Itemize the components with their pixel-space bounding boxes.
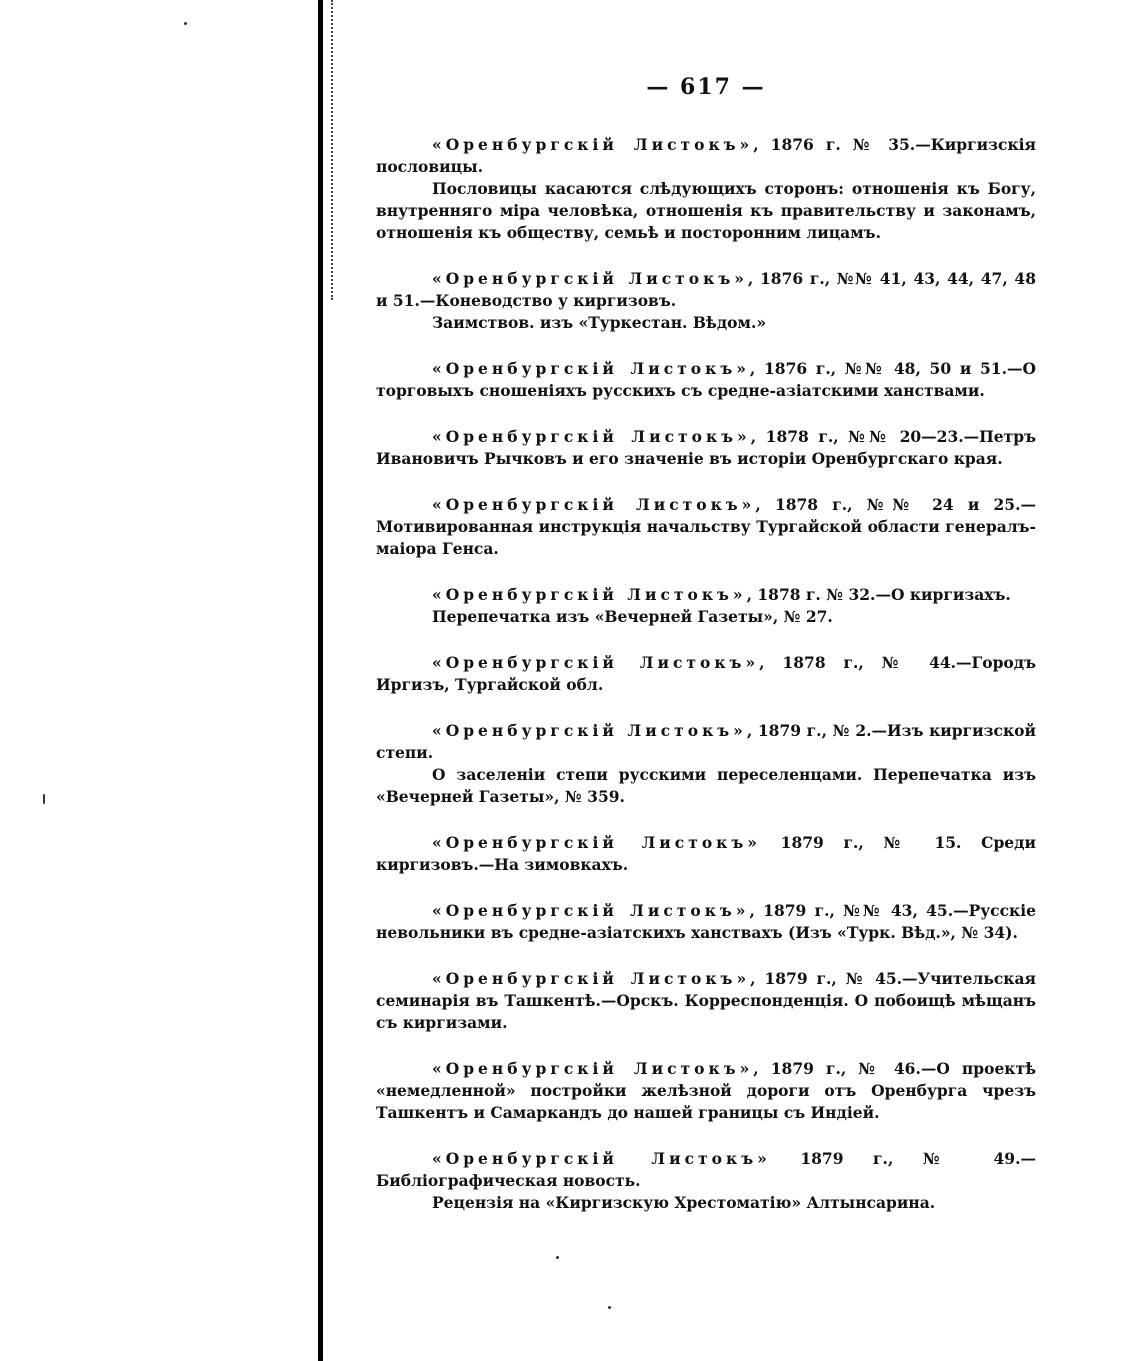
- scan-speck: [43, 794, 45, 804]
- entry-note: О заселеніи степи русскими переселенцами. Перепечатка изъ «Вечерней Газеты», № 359.: [376, 765, 1036, 806]
- entry-source-title: «Оренбургскій Листокъ»: [432, 269, 748, 288]
- entry-description: , 1876 г. № 35.—Киргизскія пословицы.: [376, 135, 1036, 176]
- entry-description: , 1878 г., №№ 20—23.—Петръ Ивановичъ Рычковъ и его значеніе въ исторіи Оренбургскаго края.: [376, 427, 1036, 468]
- bibliography-entry: [376, 268, 1036, 334]
- entry-description: , 1879 г., № 2.—Изъ киргизской степи.: [376, 721, 1036, 762]
- entry-citation: [376, 1148, 1036, 1192]
- entry-note: Заимствов. изъ «Туркестан. Вѣдом.»: [432, 313, 767, 332]
- bibliography-entry: [376, 134, 1036, 244]
- bibliography-list: [376, 134, 1036, 1214]
- entry-source-title: «Оренбургскій Листокъ»: [432, 135, 754, 154]
- bibliography-entry: [376, 832, 1036, 876]
- entry-citation: [376, 426, 1036, 470]
- entry-description: , 1876 г., №№ 48, 50 и 51.—О торговыхъ сношеніяхъ русскихъ съ средне-азіатскими ханствами.: [376, 359, 1036, 400]
- entry-description: , 1876 г., №№ 41, 43, 44, 47, 48 и 51.—Коневодство у киргизовъ.: [376, 269, 1036, 310]
- entry-description: 1879 г., № 49.—Библіографическая новость.: [376, 1149, 1036, 1190]
- scan-speck: [556, 1256, 559, 1259]
- entry-description: 1879 г., № 15. Среди киргизовъ.—На зимовкахъ.: [376, 833, 1036, 874]
- entry-note: Рецензія на «Киргизскую Хрестоматію» Алтынсарина.: [432, 1193, 936, 1212]
- entry-citation: [376, 1058, 1036, 1124]
- bibliography-entry: [376, 900, 1036, 944]
- entry-source-title: «Оренбургскій Листокъ»: [432, 1059, 754, 1078]
- bibliography-entry: [376, 494, 1036, 560]
- entry-note: Пословицы касаются слѣдующихъ сторонъ: отношенія къ Богу, внутренняго міра человѣка, отношенія къ правительству и законамъ, отношенія къ обществу, семьѣ и посторонним лицамъ.: [376, 179, 1036, 242]
- bibliography-entry: [376, 968, 1036, 1034]
- entry-source-title: «Оренбургскій Листокъ»: [432, 721, 747, 740]
- entry-citation: [376, 494, 1036, 560]
- entry-description: , 1878 г., № 44.—Городъ Иргизъ, Тургайской обл.: [376, 653, 1036, 694]
- binding-edge-dashes: [331, 0, 333, 300]
- entry-citation: [376, 968, 1036, 1034]
- entry-source-title: «Оренбургскій Листокъ»: [432, 833, 761, 852]
- entry-source-title: «Оренбургскій Листокъ»: [432, 427, 751, 446]
- entry-citation: [376, 134, 1036, 178]
- entry-source-title: «Оренбургскій Листокъ»: [432, 585, 747, 604]
- entry-citation: [376, 652, 1036, 696]
- bibliography-entry: [376, 1148, 1036, 1214]
- entry-citation: [376, 268, 1036, 312]
- entry-source-title: «Оренбургскій Листокъ»: [432, 495, 756, 514]
- page-number: — 617 —: [646, 74, 766, 100]
- entry-citation: [376, 584, 1036, 606]
- entry-citation: [376, 900, 1036, 944]
- entry-citation: [376, 358, 1036, 402]
- scan-speck: [184, 22, 187, 25]
- entry-description: , 1878 г. № 32.—О киргизахъ.: [746, 585, 1011, 604]
- bibliography-entry: [376, 584, 1036, 628]
- page-gutter-line: [318, 0, 323, 1361]
- entry-source-title: «Оренбургскій Листокъ»: [432, 969, 751, 988]
- entry-description: , 1879 г., № 45.—Учительская семинарія въ Ташкентѣ.—Орскъ. Корреспонденція. О побоищѣ мѣщанъ съ киргизами.: [376, 969, 1036, 1032]
- bibliography-entry: [376, 720, 1036, 808]
- bibliography-entry: [376, 358, 1036, 402]
- entry-description: , 1878 г., №№ 24 и 25.—Мотивированная инструкція начальству Тургайской области генералъ-маіора Генса.: [376, 495, 1036, 558]
- entry-source-title: «Оренбургскій Листокъ»: [432, 1149, 771, 1168]
- entry-note: Перепечатка изъ «Вечерней Газеты», № 27.: [432, 607, 833, 626]
- bibliography-entry: [376, 426, 1036, 470]
- document-page: [376, 74, 1036, 1238]
- entry-citation: [376, 832, 1036, 876]
- bibliography-entry: [376, 652, 1036, 696]
- entry-source-title: «Оренбургскій Листокъ»: [432, 359, 750, 378]
- bibliography-entry: [376, 1058, 1036, 1124]
- entry-citation: [376, 720, 1036, 764]
- scan-speck: [608, 1306, 611, 1309]
- entry-source-title: «Оренбургскій Листокъ»: [432, 901, 750, 920]
- entry-source-title: «Оренбургскій Листокъ»: [432, 653, 760, 672]
- entry-description: , 1879 г., № 46.—О проектѣ «немедленной» постройки желѣзной дороги отъ Оренбурга чрезъ Ташкентъ и Самаркандъ до нашей границы съ Индіей.: [376, 1059, 1037, 1122]
- entry-description: , 1879 г., №№ 43, 45.—Русскіе невольники въ средне-азіатскихъ ханствахъ (Изъ «Турк. Вѣд.», № 34).: [376, 901, 1036, 942]
